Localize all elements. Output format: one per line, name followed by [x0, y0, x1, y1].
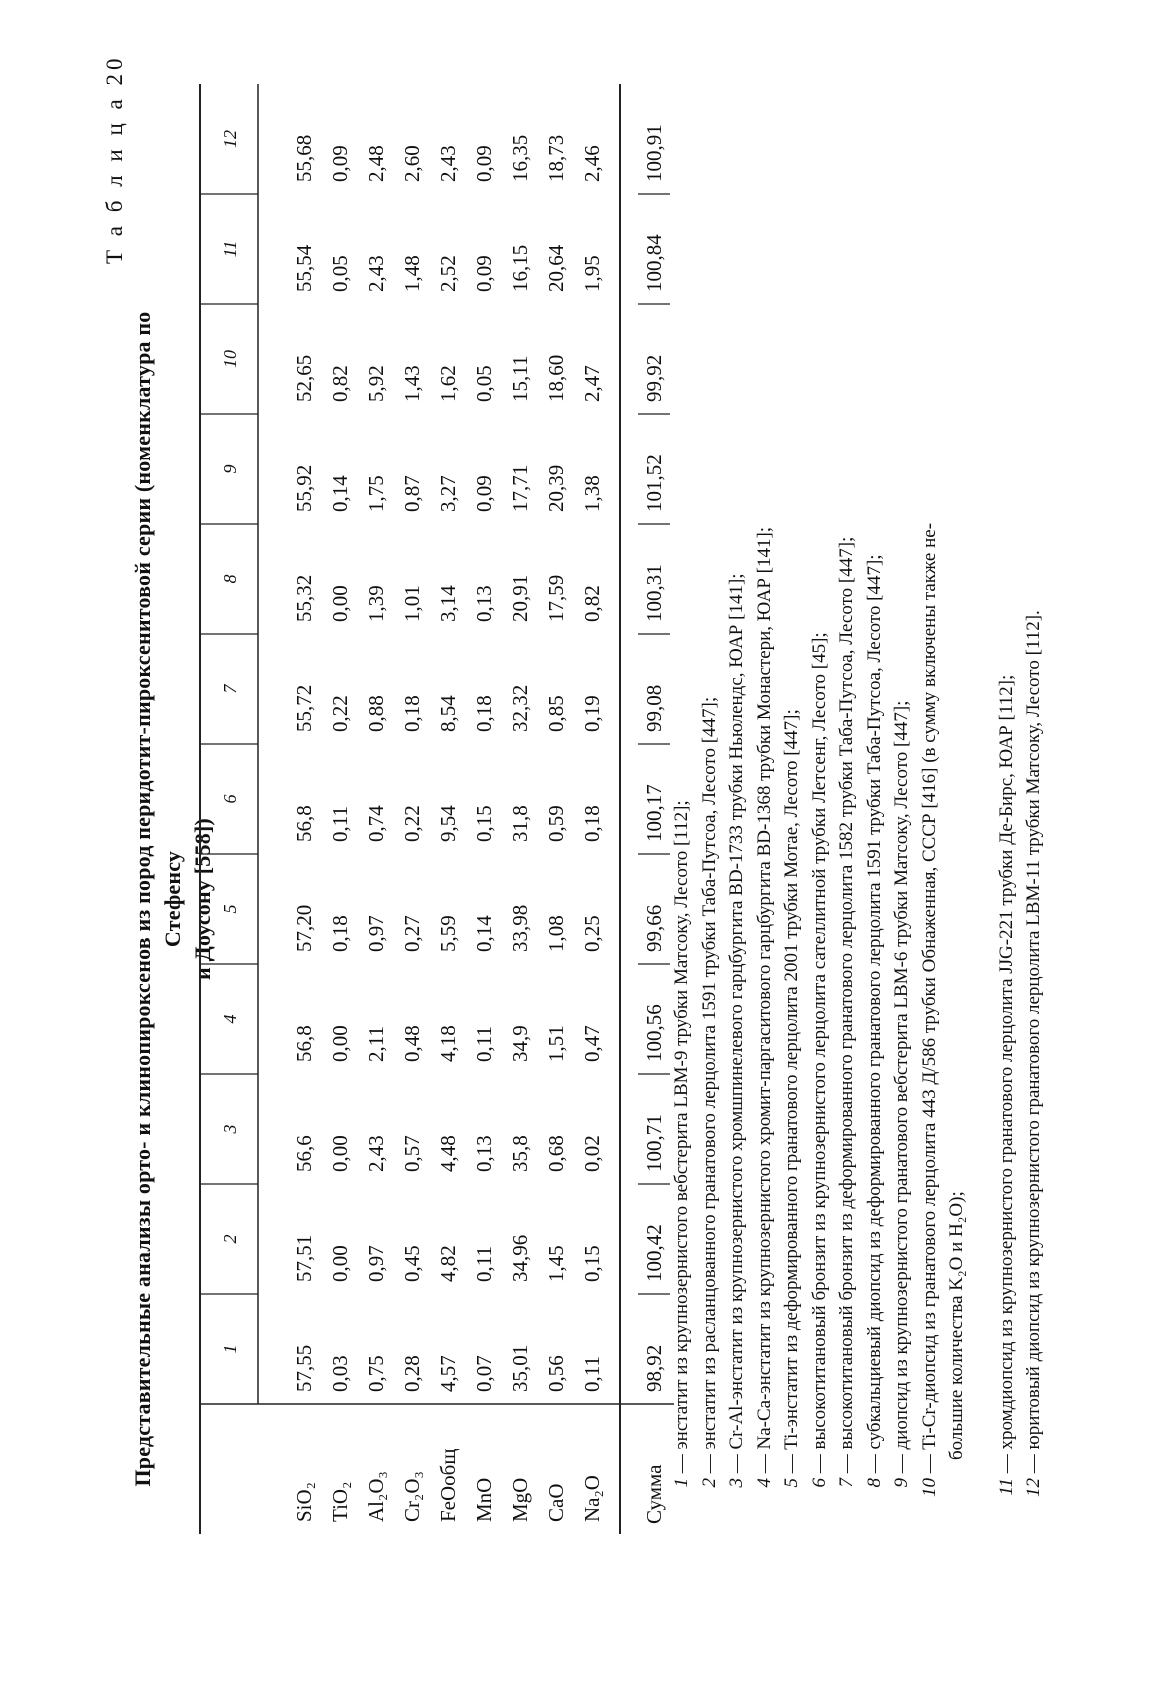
table-cell: 0,09 [471, 475, 496, 512]
table-cell: 4,18 [435, 1025, 460, 1062]
footnote-line [943, 64, 971, 1504]
table-cell: 34,9 [507, 1025, 532, 1062]
table-cell: 2,60 [399, 145, 424, 182]
table-footnotes [668, 64, 1048, 1504]
column-header-1: 1 [219, 1344, 240, 1354]
footnote-number: 9 [891, 1478, 912, 1488]
table-cell: 2,43 [363, 255, 388, 292]
table-cell: 57,51 [291, 1234, 316, 1282]
table-cell: 0,13 [471, 1135, 496, 1172]
table-cell: 33,98 [507, 904, 532, 952]
analysis-table [200, 74, 666, 1534]
table-cell: 0,11 [579, 1356, 604, 1392]
table-cell: 0,45 [399, 1245, 424, 1282]
footnote-text: — высокотитановый бронзит из крупнозернистого лерцолита сателлитной трубки Летсенг, Лесото [45]; [808, 632, 830, 1478]
row-label: FeOобщ [435, 1448, 460, 1522]
column-header-12: 12 [219, 130, 240, 148]
column-header-10: 10 [219, 350, 240, 368]
table-cell: 0,14 [471, 915, 496, 952]
table-cell: 0,28 [399, 1355, 424, 1392]
footnote-number: 4 [753, 1478, 775, 1488]
table-cell: 4,57 [435, 1355, 460, 1392]
table-cell: 0,11 [327, 806, 352, 842]
table-cell: 56,8 [291, 1025, 316, 1062]
sum-cell: 99,08 [641, 684, 666, 732]
footnote-text: — Ti-энстатит из деформированного гранатового лерцолита 2001 трубки Мотае, Лесото [447]; [781, 709, 802, 1478]
footnote-text: — энстатит из расланцованного гранатового лерцолита 1591 трубки Таба-Путсоа, Лесото [447]; [698, 696, 720, 1478]
table-cell: 4,48 [435, 1135, 460, 1172]
table-cell: 0,05 [471, 365, 496, 402]
table-cell: 20,64 [543, 244, 568, 292]
table-cell: 55,54 [291, 244, 316, 292]
table-cell: 0,15 [471, 805, 496, 842]
table-cell: 1,43 [399, 365, 424, 402]
sum-cell: 100,42 [641, 1224, 666, 1282]
table-cell: 5,92 [363, 365, 388, 402]
table-cell: 0,82 [327, 365, 352, 402]
table-cell: 17,71 [507, 464, 532, 512]
row-label: MnO [471, 1477, 496, 1522]
footnote-line [778, 64, 806, 1504]
table-cell: 9,54 [435, 805, 460, 842]
table-cell: 4,82 [435, 1245, 460, 1282]
table-cell: 1,48 [399, 255, 424, 292]
table-cell: 57,55 [291, 1344, 316, 1392]
table-cell: 0,11 [471, 1246, 496, 1282]
footnote-line [806, 64, 834, 1504]
table-number-label: Т а б л и ц а 20 [102, 54, 127, 264]
table-cell: 0,22 [399, 805, 424, 842]
footnote-number: 2 [698, 1478, 720, 1488]
column-header-7: 7 [219, 684, 240, 694]
table-cell: 16,15 [507, 244, 532, 292]
footnote-text: — юритовый диопсид из крупнозернистого гранатового лерцолита LBM-11 трубки Матсоку, Лесото [112]. [1023, 610, 1044, 1478]
footnote-line [833, 64, 861, 1504]
table-cell: 0,00 [327, 585, 352, 622]
table-cell: 16,35 [507, 134, 532, 182]
footnote-number: 8 [863, 1478, 885, 1488]
footnote-line [668, 64, 696, 1504]
row-label: Na₂O [579, 1475, 604, 1522]
table-cell: 35,01 [507, 1344, 532, 1392]
footnote-text: большие количества K₂O и H₂O); [946, 1191, 967, 1460]
table-cell: 0,09 [471, 255, 496, 292]
table-cell: 55,32 [291, 574, 316, 622]
footnote-number: 11 [995, 1478, 1017, 1496]
table-title-line-2: и Доусону [558]) [190, 818, 215, 980]
table-cell: 2,46 [579, 145, 604, 182]
sum-cell: 99,66 [641, 904, 666, 952]
footnote-number: 5 [781, 1478, 802, 1488]
table-cell: 0,56 [543, 1355, 568, 1392]
footnote-line [751, 64, 779, 1504]
table-cell: 18,73 [543, 134, 568, 182]
footnote-line [696, 64, 724, 1504]
table-cell: 0,15 [579, 1245, 604, 1282]
table-cell: 2,48 [363, 145, 388, 182]
table-cell: 0,68 [543, 1135, 568, 1172]
table-cell: 0,27 [399, 915, 424, 952]
footnote-number: 12 [1023, 1478, 1044, 1497]
sum-cell: 100,91 [641, 124, 666, 182]
sum-cell: 100,31 [641, 564, 666, 622]
table-cell: 18,60 [543, 354, 568, 402]
table-title-line-1: Представительные анализы орто- и клинопироксенов из пород перидотит-пироксенитовой серии (номенклатура по Стефенсу [130, 311, 185, 1487]
table-cell: 55,72 [291, 684, 316, 732]
table-cell: 55,92 [291, 464, 316, 512]
table-cell: 31,8 [507, 805, 532, 842]
column-header-4: 4 [219, 1014, 240, 1024]
sum-cell: 99,92 [641, 354, 666, 402]
sum-cell: 100,56 [641, 1004, 666, 1062]
footnote-number: 6 [808, 1478, 830, 1488]
table-cell: 0,74 [363, 805, 388, 842]
table-cell: 1,38 [579, 475, 604, 512]
table-cell: 1,08 [543, 915, 568, 952]
table-cell: 0,75 [363, 1355, 388, 1392]
table-cell: 35,8 [507, 1135, 532, 1172]
column-header-2: 2 [219, 1234, 240, 1244]
footnote-text: — Na-Ca-энстатит из крупнозернистого хромит-паргаситового гарцбургита BD-1368 трубки Монастери, ЮАР [141]; [753, 526, 775, 1478]
table-cell: 3,14 [435, 585, 460, 622]
table-cell: 0,18 [579, 805, 604, 842]
table-cell: 2,43 [363, 1135, 388, 1172]
table-cell: 0,14 [327, 475, 352, 512]
table-cell: 2,11 [363, 1026, 388, 1062]
sum-cell: 98,92 [641, 1344, 666, 1392]
footnote-text: — Cr-Al-энстатит из крупнозернистого хромшпинелевого гарцбургита BD-1733 трубки Ньюлендс, ЮАР [141]; [726, 573, 747, 1478]
table-cell: 0,85 [543, 695, 568, 732]
row-label: Cr₂O₃ [399, 1471, 424, 1522]
table-cell: 0,87 [399, 475, 424, 512]
table-cell: 0,47 [579, 1025, 604, 1062]
footnote-spacer [971, 64, 993, 1504]
table-cell: 15,11 [507, 355, 532, 402]
footnote-line [723, 64, 751, 1504]
sum-cell: 100,71 [641, 1114, 666, 1172]
footnote-text: — энстатит из крупнозернистого вебстерита LBM-9 трубки Матсоку, Лесото [112]; [671, 800, 692, 1478]
table-cell: 0,22 [327, 695, 352, 732]
table-cell: 0,88 [363, 695, 388, 732]
footnote-text: — высокотитановый бронзит из деформированного гранатового лерцолита 1582 трубки Таба-Путсоа, Лесото [447]; [836, 536, 857, 1478]
table-cell: 2,47 [579, 365, 604, 402]
table-cell: 1,39 [363, 585, 388, 622]
table-cell: 0,13 [471, 585, 496, 622]
table-cell: 1,62 [435, 365, 460, 402]
footnote-number: 3 [726, 1478, 747, 1488]
table-cell: 20,39 [543, 464, 568, 512]
footnote-line [861, 64, 889, 1504]
sum-cell: 100,84 [641, 234, 666, 292]
table-cell: 2,43 [435, 145, 460, 182]
table-cell: 0,00 [327, 1025, 352, 1062]
table-cell: 0,07 [471, 1355, 496, 1392]
table-cell: 0,97 [363, 1245, 388, 1282]
table-cell: 0,82 [579, 585, 604, 622]
table-cell: 1,01 [399, 585, 424, 622]
table-cell: 34,96 [507, 1234, 532, 1282]
table-cell: 32,32 [507, 684, 532, 732]
table-cell: 52,65 [291, 354, 316, 402]
table-cell: 0,02 [579, 1135, 604, 1172]
table-cell: 0,03 [327, 1355, 352, 1392]
sum-row-label: Сумма [641, 1464, 666, 1524]
table-cell: 17,59 [543, 574, 568, 622]
table-cell: 0,00 [327, 1135, 352, 1172]
row-label: SiO₂ [291, 1481, 316, 1522]
table-cell: 1,45 [543, 1245, 568, 1282]
footnote-text: — субкальциевый диопсид из деформированного гранатового лерцолита 1591 трубки Таба-Путсоа, Лесото [447]; [863, 554, 885, 1478]
footnote-text: — диопсид из крупнозернистого гранатового вебстерита LBM-6 трубки Матсоку, Лесото [447]; [891, 700, 912, 1478]
table-cell: 0,18 [399, 695, 424, 732]
table-cell: 0,09 [471, 145, 496, 182]
table-cell: 1,95 [579, 255, 604, 292]
row-label: Al₂O₃ [363, 1471, 388, 1522]
row-label: TiO₂ [327, 1481, 352, 1522]
table-cell: 57,20 [291, 904, 316, 952]
table-cell: 56,6 [291, 1135, 316, 1172]
column-header-9: 9 [219, 464, 240, 474]
table-cell: 0,09 [327, 145, 352, 182]
table-cell: 0,18 [327, 915, 352, 952]
column-header-11: 11 [219, 240, 240, 258]
footnote-number: 1 [671, 1478, 692, 1488]
footnote-number: 10 [918, 1478, 940, 1497]
table-cell: 55,68 [291, 134, 316, 182]
sum-cell: 101,52 [641, 454, 666, 512]
table-cell: 3,27 [435, 475, 460, 512]
column-header-5: 5 [219, 904, 240, 914]
table-cell: 2,52 [435, 255, 460, 292]
table-cell: 56,8 [291, 805, 316, 842]
table-cell: 5,59 [435, 915, 460, 952]
table-cell: 0,11 [471, 1026, 496, 1062]
table-cell: 0,18 [471, 695, 496, 732]
table-cell: 0,25 [579, 915, 604, 952]
column-header-6: 6 [219, 794, 240, 804]
footnote-text: — Ti-Cr-диопсид из гранатового лерцолита 443 Д/586 трубки Обнаженная, СССР [416] (в сумму включены также не- [918, 522, 940, 1478]
footnote-text: — хромдиопсид из крупнозернистого гранатового лерцолита JJG-221 трубки Де-Бирс, ЮАР [112]; [995, 674, 1017, 1478]
sum-cell: 100,17 [641, 784, 666, 842]
column-header-8: 8 [219, 574, 240, 584]
footnote-line [916, 64, 944, 1504]
table-cell: 0,57 [399, 1135, 424, 1172]
table-cell: 1,75 [363, 475, 388, 512]
table-cell: 20,91 [507, 574, 532, 622]
table-cell: 0,05 [327, 255, 352, 292]
table-cell: 0,19 [579, 695, 604, 732]
footnote-line [993, 64, 1021, 1504]
table-cell: 8,54 [435, 695, 460, 732]
table-cell: 0,48 [399, 1025, 424, 1062]
table-cell: 1,51 [543, 1025, 568, 1062]
table-cell: 0,59 [543, 805, 568, 842]
table-cell: 0,00 [327, 1245, 352, 1282]
row-label: MgO [507, 1477, 532, 1522]
column-header-3: 3 [219, 1124, 240, 1134]
footnote-line [1020, 64, 1048, 1504]
footnote-line [888, 64, 916, 1504]
footnote-number: 7 [836, 1478, 857, 1488]
table-cell: 0,97 [363, 915, 388, 952]
row-label: CaO [543, 1483, 568, 1522]
